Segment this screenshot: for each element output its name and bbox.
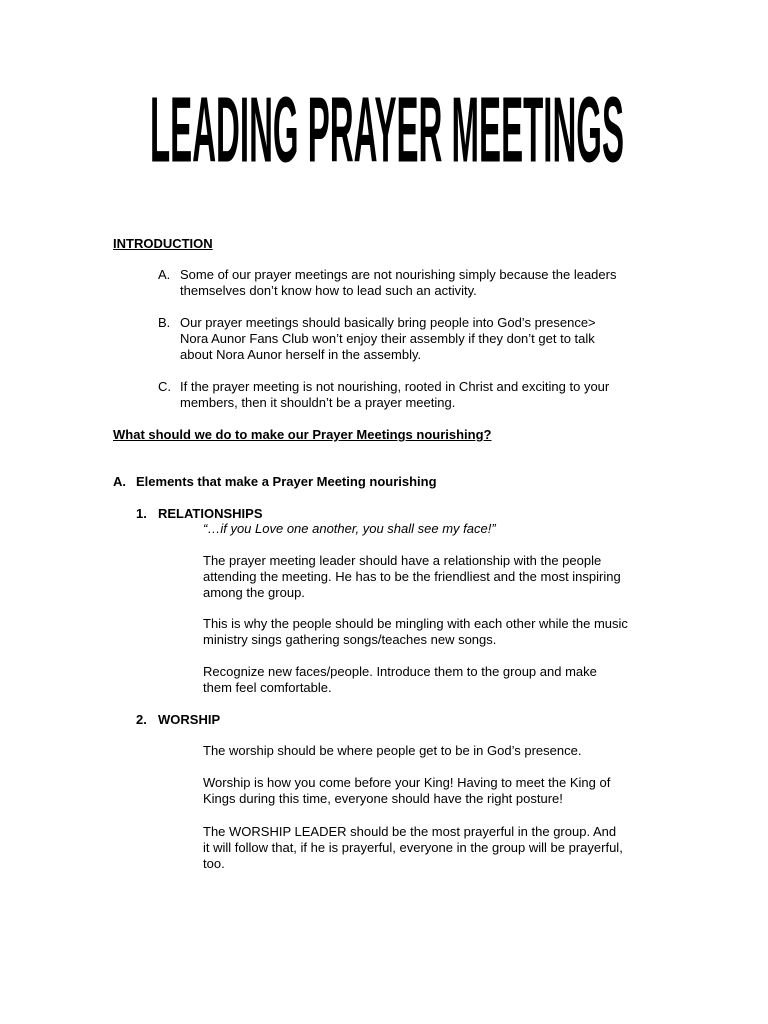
question-heading: What should we do to make our Prayer Meetings nourishing? [113,427,492,442]
relationships-p3-line-2: them feel comfortable. [203,680,332,695]
relationships-p1-line-1: The prayer meeting leader should have a relationship with the people [203,553,602,568]
intro-item-a-line-1: Some of our prayer meetings are not nourishing simply because the leaders [180,267,617,282]
relationships-p2-line-2: ministry sings gathering songs/teaches new songs. [203,632,497,647]
intro-item-c-marker: C. [158,379,171,394]
section-a-marker: A. [113,474,126,489]
title-word-art [150,70,630,175]
relationships-paragraph-1 [203,553,663,601]
intro-item-c-line-1: If the prayer meeting is not nourishing, rooted in Christ and exciting to your [180,379,610,394]
relationships-p3-line-1: Recognize new faces/people. Introduce them to the group and make [203,664,597,679]
worship-p2-line-2: Kings during this time, everyone should have the right posture! [203,791,563,806]
relationships-p1-line-3: among the group. [203,585,305,600]
worship-paragraph-3 [203,824,663,872]
subsection-worship-heading [136,712,436,728]
relationships-paragraph-3 [203,664,663,696]
intro-item-c-text [180,379,650,411]
intro-item-b-line-3: about Nora Aunor herself in the assembly. [180,347,422,362]
worship-p3-line-2: it will follow that, if he is prayerful, everyone in the group will be prayerful, [203,840,623,855]
document-title: LEADING PRAYER MEETINGS [150,77,624,175]
intro-item-a-line-2: themselves don’t know how to lead such an activity. [180,283,477,298]
section-a-heading [113,474,613,490]
worship-p3-line-3: too. [203,856,225,871]
worship-paragraph-2 [203,775,663,807]
relationships-paragraph-2 [203,616,663,648]
worship-p3-line-1: The WORSHIP LEADER should be the most prayerful in the group. And [203,824,617,839]
worship-paragraph-1 [203,743,663,759]
section-a-title: Elements that make a Prayer Meeting nourishing [136,474,437,489]
intro-item-b-line-1: Our prayer meetings should basically bring people into God’s presence> [180,315,596,330]
subsection-relationships-heading [136,506,436,522]
intro-item-b-text [180,315,650,363]
subsection-2-marker: 2. [136,712,147,727]
subsection-1-title: RELATIONSHIPS [158,506,263,521]
worship-p1-line-1: The worship should be where people get to be in God’s presence. [203,743,582,758]
intro-item-a-marker: A. [158,267,171,282]
intro-item-a-text [180,267,650,299]
subsection-2-title: WORSHIP [158,712,221,727]
intro-item-c-line-2: members, then it shouldn’t be a prayer meeting. [180,395,456,410]
introduction-heading: INTRODUCTION [113,236,213,251]
intro-item-b-marker: B. [158,315,171,330]
relationships-p2-line-1: This is why the people should be mingling with each other while the music [203,616,628,631]
intro-item-b-line-2: Nora Aunor Fans Club won’t enjoy their assembly if they don’t get to talk [180,331,595,346]
relationships-quote: “…if you Love one another, you shall see my face!” [203,521,496,536]
relationships-p1-line-2: attending the meeting. He has to be the friendliest and the most inspiring [203,569,621,584]
worship-p2-line-1: Worship is how you come before your King! Having to meet the King of [203,775,611,790]
subsection-1-marker: 1. [136,506,147,521]
